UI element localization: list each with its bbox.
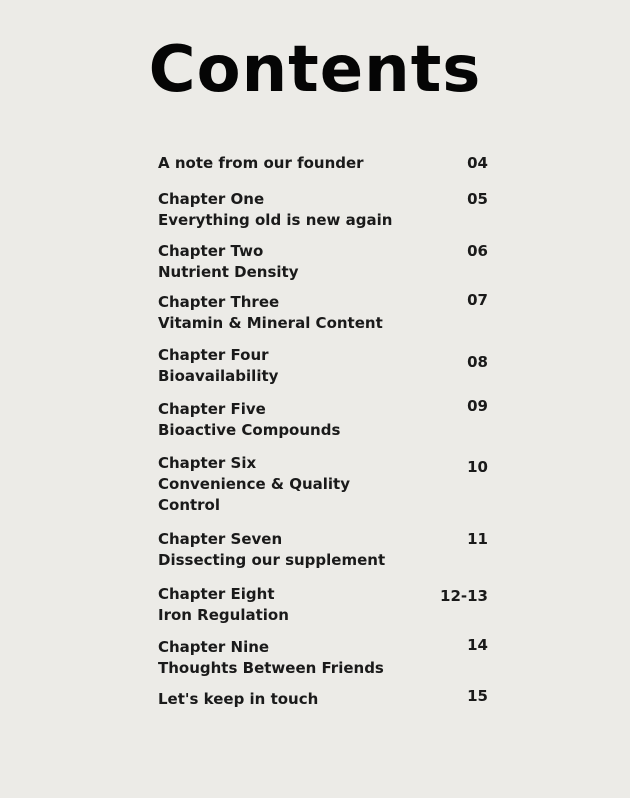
toc-entry-subtitle: Everything old is new again — [158, 211, 393, 229]
toc-entry-chapter: Chapter Eight — [158, 585, 275, 603]
toc-entry-chapter: Chapter One — [158, 190, 265, 208]
toc-entry-page-number: 15 — [467, 687, 488, 705]
toc-entry-subtitle: Bioavailability — [158, 367, 279, 385]
toc-entry-chapter: A note from our founder — [158, 154, 364, 172]
toc-entry-page-number: 05 — [467, 190, 488, 208]
toc-entry-subtitle: Iron Regulation — [158, 606, 289, 624]
toc-entry-chapter: Chapter Six — [158, 454, 257, 472]
toc-entry-page-number: 14 — [467, 636, 488, 654]
toc-entry-text — [158, 529, 428, 571]
toc-entry-page-number: 06 — [467, 242, 488, 260]
toc-entry-text — [158, 189, 428, 231]
page-title: Contents — [148, 33, 482, 107]
toc-entry-page-number: 09 — [467, 397, 488, 415]
toc-entry-page-number: 11 — [467, 530, 488, 548]
toc-entry-text — [158, 345, 428, 387]
toc-entry-page-number: 07 — [467, 291, 488, 309]
toc-entry-page-number: 12-13 — [440, 587, 488, 605]
toc-entry-text — [158, 153, 428, 174]
toc-entry-text — [158, 689, 428, 710]
toc-entry-chapter: Chapter Nine — [158, 638, 270, 656]
toc-entry-chapter: Chapter Two — [158, 242, 264, 260]
toc-entry-subtitle: Thoughts Between Friends — [158, 659, 384, 677]
toc-entry-subtitle: Nutrient Density — [158, 263, 299, 281]
toc-entry-text — [158, 292, 428, 334]
toc-entry-text — [158, 637, 428, 679]
toc-entry-text — [158, 453, 428, 516]
toc-entry-chapter: Let's keep in touch — [158, 690, 319, 708]
toc-entry-page-number: 10 — [467, 458, 488, 476]
toc-entry-subtitle: Vitamin & Mineral Content — [158, 314, 383, 332]
toc-entry-subtitle: Dissecting our supplement — [158, 551, 386, 569]
toc-entry-text — [158, 584, 428, 626]
toc-entry-page-number: 04 — [467, 154, 488, 172]
toc-entry-page-number: 08 — [467, 353, 488, 371]
toc-entry-chapter: Chapter Four — [158, 346, 269, 364]
toc-entry-text — [158, 241, 428, 283]
toc-entry-chapter: Chapter Seven — [158, 530, 283, 548]
toc-entry-text — [158, 399, 428, 441]
toc-entry-subtitle: Convenience & Quality — [158, 475, 350, 493]
toc-entry-subtitle-continued: Control — [158, 496, 221, 514]
toc-entry-chapter: Chapter Five — [158, 400, 266, 418]
toc-entry-chapter: Chapter Three — [158, 293, 280, 311]
toc-entry-subtitle: Bioactive Compounds — [158, 421, 341, 439]
